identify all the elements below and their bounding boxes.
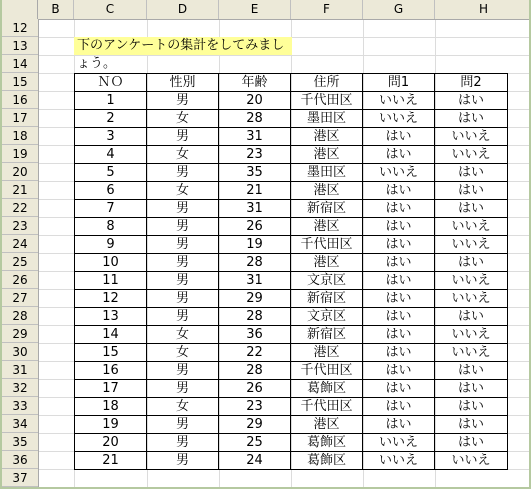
table-cell[interactable]: いいえ xyxy=(363,92,435,110)
row-header-15[interactable]: 15 xyxy=(2,73,38,91)
table-cell[interactable]: 12 xyxy=(75,290,147,308)
table-cell[interactable]: 11 xyxy=(75,272,147,290)
table-cell[interactable]: 男 xyxy=(147,434,219,452)
table-cell[interactable]: 1 xyxy=(75,92,147,110)
table-row xyxy=(75,92,508,110)
table-row xyxy=(75,128,508,146)
table-cell[interactable]: 18 xyxy=(75,398,147,416)
table-row xyxy=(75,182,508,200)
row-header-16[interactable]: 16 xyxy=(2,91,38,109)
table-row xyxy=(75,254,508,272)
table-cell[interactable]: はい xyxy=(363,416,435,434)
row-header-25[interactable]: 25 xyxy=(2,253,38,271)
row-header-18[interactable]: 18 xyxy=(2,127,38,145)
table-cell[interactable]: 葛飾区 xyxy=(291,380,363,398)
table-cell[interactable]: 24 xyxy=(219,452,291,470)
table-row xyxy=(75,218,508,236)
table-cell[interactable]: はい xyxy=(435,254,508,272)
table-cell[interactable]: はい xyxy=(363,128,435,146)
table-cell[interactable]: 35 xyxy=(219,164,291,182)
table-cell[interactable]: 10 xyxy=(75,254,147,272)
table-cell[interactable]: はい xyxy=(435,416,508,434)
table-cell[interactable]: 港区 xyxy=(291,254,363,272)
table-cell[interactable]: 港区 xyxy=(291,128,363,146)
table-cell[interactable]: 8 xyxy=(75,218,147,236)
table-row xyxy=(75,164,508,182)
table-cell[interactable]: いいえ xyxy=(363,164,435,182)
table-cell[interactable]: 男 xyxy=(147,254,219,272)
table-cell[interactable]: 25 xyxy=(219,434,291,452)
table-cell[interactable]: 13 xyxy=(75,308,147,326)
column-header-g[interactable]: G xyxy=(363,0,435,19)
table-row xyxy=(75,200,508,218)
table-cell[interactable]: 墨田区 xyxy=(291,110,363,128)
table-cell[interactable]: 千代田区 xyxy=(291,398,363,416)
table-cell[interactable]: はい xyxy=(363,326,435,344)
table-cell[interactable]: 男 xyxy=(147,290,219,308)
table-row xyxy=(75,308,508,326)
table-cell[interactable]: 港区 xyxy=(291,344,363,362)
table-cell[interactable]: 23 xyxy=(219,398,291,416)
table-cell[interactable]: 男 xyxy=(147,452,219,470)
table-cell[interactable]: 港区 xyxy=(291,416,363,434)
table-cell[interactable]: 男 xyxy=(147,92,219,110)
table-cell[interactable]: はい xyxy=(435,200,508,218)
table-cell[interactable]: 16 xyxy=(75,362,147,380)
table-cell[interactable]: 女 xyxy=(147,344,219,362)
column-header-d[interactable]: D xyxy=(147,0,219,19)
table-cell[interactable]: いいえ xyxy=(435,218,508,236)
row-header-36[interactable]: 36 xyxy=(2,451,38,469)
column-header-h[interactable]: H xyxy=(435,0,531,19)
table-cell[interactable]: 29 xyxy=(219,290,291,308)
table-cell[interactable]: はい xyxy=(363,272,435,290)
table-cell[interactable]: 15 xyxy=(75,344,147,362)
table-cell[interactable]: いいえ xyxy=(435,290,508,308)
column-header-bar xyxy=(2,0,531,20)
table-cell[interactable]: はい xyxy=(363,308,435,326)
table-cell[interactable]: 港区 xyxy=(291,182,363,200)
survey-table xyxy=(74,73,508,470)
table-cell[interactable]: 男 xyxy=(147,308,219,326)
row-header-20[interactable]: 20 xyxy=(2,163,38,181)
table-cell[interactable]: 男 xyxy=(147,236,219,254)
table-cell[interactable]: はい xyxy=(363,218,435,236)
table-cell[interactable]: はい xyxy=(435,182,508,200)
table-cell[interactable]: はい xyxy=(363,146,435,164)
table-cell[interactable]: 14 xyxy=(75,326,147,344)
table-cell[interactable]: いいえ xyxy=(435,272,508,290)
table-cell[interactable]: はい xyxy=(363,182,435,200)
select-all-corner[interactable] xyxy=(2,0,38,19)
row-header-13[interactable]: 13 xyxy=(2,37,38,55)
table-cell[interactable]: はい xyxy=(363,290,435,308)
table-cell[interactable]: はい xyxy=(363,200,435,218)
table-cell[interactable]: 港区 xyxy=(291,218,363,236)
table-row xyxy=(75,398,508,416)
table-header-cell[interactable]: ＮＯ xyxy=(75,74,147,92)
table-cell[interactable]: 28 xyxy=(219,362,291,380)
row-header-33[interactable]: 33 xyxy=(2,397,38,415)
table-cell[interactable]: いいえ xyxy=(435,452,508,470)
row-header-26[interactable]: 26 xyxy=(2,271,38,289)
column-header-c[interactable]: C xyxy=(74,0,147,19)
table-cell[interactable]: 31 xyxy=(219,128,291,146)
table-row xyxy=(75,290,508,308)
table-cell[interactable]: 9 xyxy=(75,236,147,254)
table-cell[interactable]: 文京区 xyxy=(291,272,363,290)
table-row xyxy=(75,146,508,164)
row-header-21[interactable]: 21 xyxy=(2,181,38,199)
table-cell[interactable]: 7 xyxy=(75,200,147,218)
table-cell[interactable]: 19 xyxy=(75,416,147,434)
row-header-bar xyxy=(2,19,39,489)
table-cell[interactable]: いいえ xyxy=(435,326,508,344)
row-header-32[interactable]: 32 xyxy=(2,379,38,397)
table-row xyxy=(75,236,508,254)
table-cell[interactable]: いいえ xyxy=(435,344,508,362)
row-header-34[interactable]: 34 xyxy=(2,415,38,433)
table-row xyxy=(75,272,508,290)
table-cell[interactable]: はい xyxy=(435,308,508,326)
table-cell[interactable]: 千代田区 xyxy=(291,236,363,254)
row-header-31[interactable]: 31 xyxy=(2,361,38,379)
table-cell[interactable]: 女 xyxy=(147,146,219,164)
table-cell[interactable]: 6 xyxy=(75,182,147,200)
table-cell[interactable]: はい xyxy=(363,254,435,272)
table-cell[interactable]: 3 xyxy=(75,128,147,146)
table-cell[interactable]: 女 xyxy=(147,182,219,200)
table-cell[interactable]: 男 xyxy=(147,200,219,218)
table-cell[interactable]: 新宿区 xyxy=(291,290,363,308)
table-row xyxy=(75,416,508,434)
row-header-17[interactable]: 17 xyxy=(2,109,38,127)
table-cell[interactable]: はい xyxy=(363,236,435,254)
table-cell[interactable]: 17 xyxy=(75,380,147,398)
table-cell[interactable]: 葛飾区 xyxy=(291,434,363,452)
table-cell[interactable]: 女 xyxy=(147,398,219,416)
table-cell[interactable]: 女 xyxy=(147,110,219,128)
row-header-12[interactable]: 12 xyxy=(2,19,38,37)
table-header-cell[interactable]: 年齢 xyxy=(219,74,291,92)
row-header-35[interactable]: 35 xyxy=(2,433,38,451)
table-cell[interactable]: いいえ xyxy=(363,452,435,470)
row-header-22[interactable]: 22 xyxy=(2,199,38,217)
column-header-e[interactable]: E xyxy=(219,0,291,19)
table-row xyxy=(75,380,508,398)
table-cell[interactable]: はい xyxy=(435,434,508,452)
table-header-row xyxy=(75,74,508,92)
title-cell[interactable]: 下のアンケートの集計をしてみましょう。 xyxy=(74,37,292,55)
table-cell[interactable]: 新宿区 xyxy=(291,200,363,218)
table-cell[interactable]: 2 xyxy=(75,110,147,128)
table-header-cell[interactable]: 問2 xyxy=(435,74,508,92)
row-header-19[interactable]: 19 xyxy=(2,145,38,163)
table-cell[interactable]: 21 xyxy=(75,452,147,470)
grid-line-horizontal xyxy=(39,487,531,488)
table-cell[interactable]: 20 xyxy=(219,92,291,110)
table-cell[interactable]: いいえ xyxy=(435,236,508,254)
table-row xyxy=(75,326,508,344)
row-header-27[interactable]: 27 xyxy=(2,289,38,307)
table-row xyxy=(75,110,508,128)
table-cell[interactable]: 31 xyxy=(219,200,291,218)
table-header-cell[interactable]: 性別 xyxy=(147,74,219,92)
table-cell[interactable]: 29 xyxy=(219,416,291,434)
table-cell[interactable]: 男 xyxy=(147,218,219,236)
table-cell[interactable]: はい xyxy=(435,380,508,398)
table-cell[interactable]: はい xyxy=(363,398,435,416)
table-cell[interactable]: いいえ xyxy=(363,434,435,452)
table-cell[interactable]: はい xyxy=(435,362,508,380)
row-header-37[interactable]: 37 xyxy=(2,469,38,487)
table-cell[interactable]: 28 xyxy=(219,254,291,272)
table-cell[interactable]: いいえ xyxy=(435,128,508,146)
table-cell[interactable]: 36 xyxy=(219,326,291,344)
table-cell[interactable]: 23 xyxy=(219,146,291,164)
table-row xyxy=(75,344,508,362)
table-row xyxy=(75,452,508,470)
table-cell[interactable]: はい xyxy=(435,398,508,416)
column-header-b[interactable]: B xyxy=(38,0,74,19)
row-header-30[interactable]: 30 xyxy=(2,343,38,361)
table-cell[interactable]: 5 xyxy=(75,164,147,182)
table-cell[interactable]: はい xyxy=(363,344,435,362)
table-cell[interactable]: 26 xyxy=(219,218,291,236)
table-cell[interactable]: 4 xyxy=(75,146,147,164)
table-cell[interactable]: 26 xyxy=(219,380,291,398)
row-header-28[interactable]: 28 xyxy=(2,307,38,325)
table-cell[interactable]: はい xyxy=(363,362,435,380)
column-header-f[interactable]: F xyxy=(291,0,363,19)
table-cell[interactable]: 墨田区 xyxy=(291,164,363,182)
table-cell[interactable]: 22 xyxy=(219,344,291,362)
table-header-cell[interactable]: 問1 xyxy=(363,74,435,92)
table-cell[interactable]: 千代田区 xyxy=(291,362,363,380)
table-cell[interactable]: 葛飾区 xyxy=(291,452,363,470)
table-cell[interactable]: いいえ xyxy=(363,110,435,128)
table-cell[interactable]: 男 xyxy=(147,362,219,380)
table-cell[interactable]: はい xyxy=(435,92,508,110)
row-header-24[interactable]: 24 xyxy=(2,235,38,253)
table-cell[interactable]: 男 xyxy=(147,416,219,434)
row-header-14[interactable]: 14 xyxy=(2,55,38,73)
table-cell[interactable]: 19 xyxy=(219,236,291,254)
table-cell[interactable]: 31 xyxy=(219,272,291,290)
table-cell[interactable]: 男 xyxy=(147,128,219,146)
table-cell[interactable]: 文京区 xyxy=(291,308,363,326)
table-cell[interactable]: 港区 xyxy=(291,146,363,164)
table-cell[interactable]: 20 xyxy=(75,434,147,452)
table-row xyxy=(75,362,508,380)
table-cell[interactable]: 新宿区 xyxy=(291,326,363,344)
table-cell[interactable]: 28 xyxy=(219,308,291,326)
table-cell[interactable]: 男 xyxy=(147,380,219,398)
table-cell[interactable]: 男 xyxy=(147,164,219,182)
table-cell[interactable]: 男 xyxy=(147,272,219,290)
table-cell[interactable]: 千代田区 xyxy=(291,92,363,110)
table-cell[interactable]: はい xyxy=(435,110,508,128)
row-header-23[interactable]: 23 xyxy=(2,217,38,235)
table-cell[interactable]: 女 xyxy=(147,326,219,344)
table-cell[interactable]: 21 xyxy=(219,182,291,200)
table-cell[interactable]: はい xyxy=(363,380,435,398)
table-header-cell[interactable]: 住所 xyxy=(291,74,363,92)
table-cell[interactable]: はい xyxy=(435,164,508,182)
table-cell[interactable]: 28 xyxy=(219,110,291,128)
table-cell[interactable]: いいえ xyxy=(435,146,508,164)
row-header-29[interactable]: 29 xyxy=(2,325,38,343)
table-row xyxy=(75,434,508,452)
